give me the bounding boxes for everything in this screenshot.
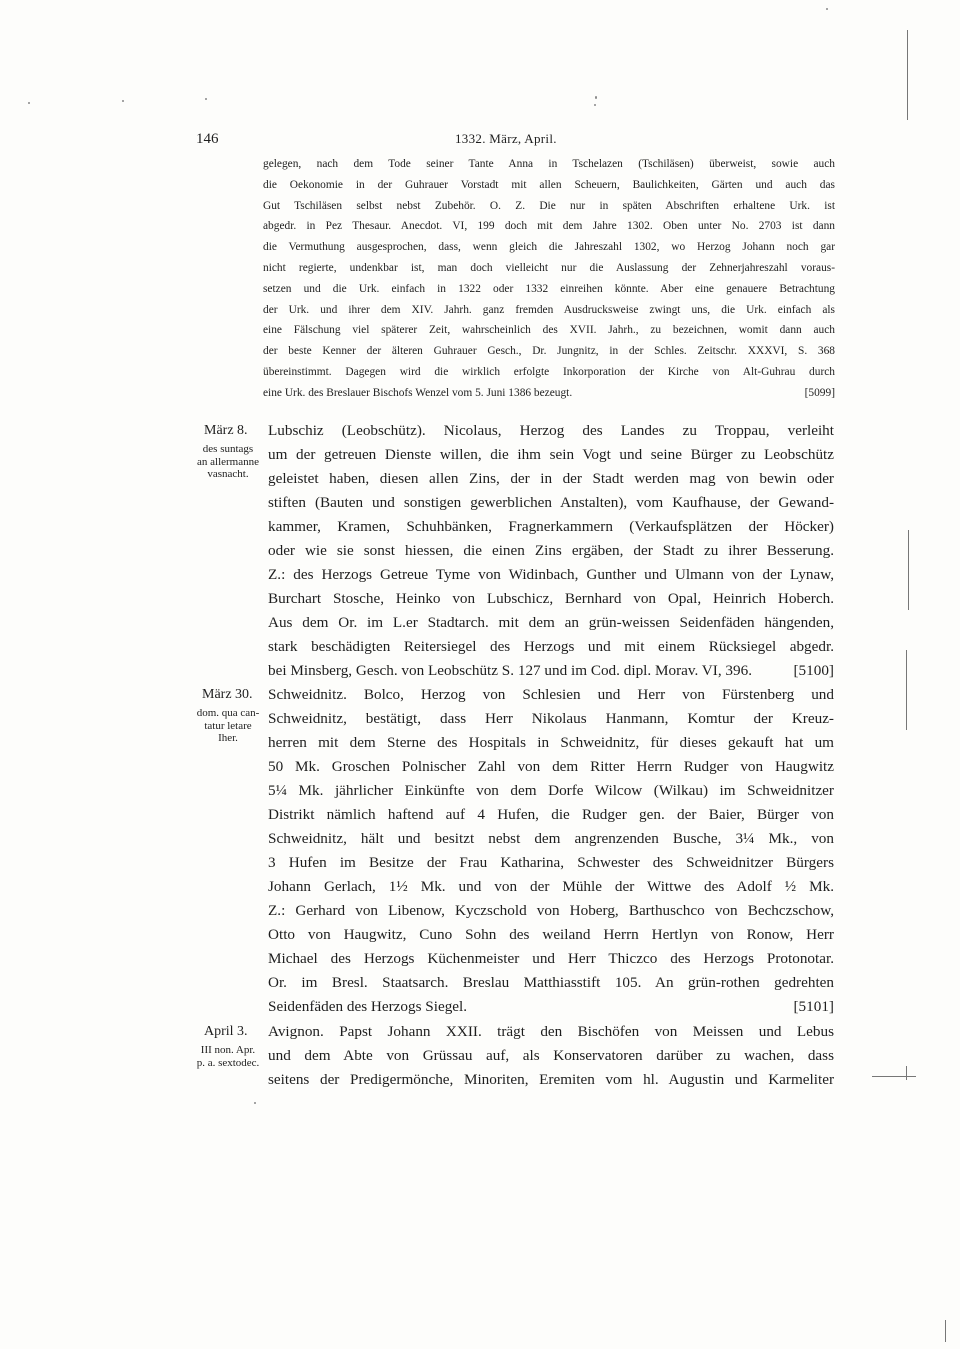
date-note-line: an allermanne (197, 455, 259, 468)
entry-line: Schweidnitz, bestätigt, dass Herr Nikolaus Hanmann, Komtur der Kreuz- (268, 710, 834, 727)
entry-line: Lubschiz (Leobschütz). Nicolaus, Herzog des Landes zu Troppau, verleiht (268, 422, 834, 439)
scan-speck (594, 104, 596, 106)
entry-line: Schweidnitz. Bolco, Herzog von Schlesien und Herr von Fürstenberg und (268, 686, 834, 703)
scan-speck (254, 1102, 256, 1104)
entry-line: Schweidnitz, hält und besitzt nebst dem angrenzenden Busche, 3¼ Mk., von (268, 830, 834, 847)
commentary-line: der beste Kenner der älteren Guhrauer Gesch., Dr. Jungnitz, in der Schles. Zeitschr. XXXVI, S. 368 (263, 345, 835, 358)
entry-date: März 8. (204, 423, 248, 438)
entry-date-note (190, 1044, 266, 1069)
entry-line: Otto von Haugwitz, Cuno Sohn des weiland Herrn Hertlyn von Ronow, Herr (268, 926, 834, 943)
entry-line: Or. im Bresl. Staatsarch. Breslau Matthiasstift 105. An grün-rothen gedrehten (268, 974, 834, 991)
scan-edge-line (906, 1066, 907, 1080)
date-note-line: tatur letare (204, 719, 252, 732)
entry-line: Avignon. Papst Johann XXII. trägt den Bischöfen von Meissen und Lebus (268, 1023, 834, 1040)
commentary-line: gelegen, nach dem Tode seiner Tante Anna in Tschelazen (Tschiläsen) überweist, sowie auch (263, 158, 835, 170)
entry-line: herren mit dem Sterne des Hospitals in Schweidnitz, für dieses gekauft hat um (268, 734, 834, 751)
commentary-last-text: eine Urk. des Breslauer Bischofs Wenzel vom 5. Juni 1386 bezeugt. (263, 386, 573, 399)
scan-edge-line (908, 530, 909, 610)
reference-number: [5100] (793, 662, 834, 679)
commentary-last-line (263, 383, 835, 404)
entry-line: Michael des Herzogs Küchenmeister und Herr Thiczco des Herzogs Protonotar. (268, 950, 834, 967)
date-note-line: vasnacht. (207, 468, 249, 480)
entry-date: April 3. (204, 1024, 248, 1039)
entry-line: Z.: des Herzogs Getreue Tyme von Widinbach, Gunther und Ulmann von der Lynaw, (268, 566, 834, 583)
scan-edge-line (906, 650, 907, 730)
entry-line: Aus dem Or. im L.er Stadtarch. mit dem an grün-weissen Seidenfäden hängenden, (268, 614, 834, 631)
entry-line: stark beschädigten Reitersiegel des Herzogs und mit einem Rücksiegel abgedr. (268, 638, 834, 655)
entry-line: kammer, Kramen, Schuhbänken, Fragnerkammern (Verkaufsplätzen der Höcker) (268, 518, 834, 535)
commentary-line: die Oekonomie in der Guhrauer Vorstadt mit allen Scheuern, Baulichkeiten, Gärten und auch das (263, 178, 835, 191)
entry-line: Burchart Stosche, Heinko von Lubschicz, Bernhard von Opal, Heinrich Hoberch. (268, 590, 834, 607)
entry-last-line (268, 659, 834, 683)
scan-speck (122, 100, 124, 102)
commentary-line: Gut Tschiläsen selbst nebst Zubehör. O. Z. Die nur in späten Abschriften erhaltene Urk. ist (263, 199, 835, 212)
entry-last-text: bei Minsberg, Gesch. von Leobschütz S. 127 und im Cod. dipl. Morav. VI, 396. (268, 662, 752, 679)
reference-number: [5099] (804, 386, 835, 399)
scan-edge-line (945, 1320, 946, 1342)
entry-line: Z.: Gerhard von Libenow, Kyczschold von Hoberg, Barthuschco von Bechczschow, (268, 902, 834, 919)
entry-line: 50 Mk. Groschen Polnischer Zahl von dem Ritter Herrn Rudger von Haugwitz (268, 758, 834, 775)
commentary-line: der Urk. und ihrer dem XIV. Jahrh. ganz fremden Ausdrucksweise zwingt uns, die Urk. einfach als (263, 303, 835, 316)
date-note-line: des suntags (202, 443, 254, 455)
commentary-line: die Vermuthung ausgesprochen, dass, wenn gleich die Jahreszahl 1302, wo Herzog Johann noch gar (263, 241, 835, 254)
date-note-line: dom. qua can- (196, 707, 260, 719)
scan-edge-line (907, 30, 908, 120)
date-note-line: III non. Apr. (200, 1044, 256, 1056)
commentary-line: eine Fälschung viel späterer Zeit, wahrscheinlich des XVII. Jahrh., zu bezeichnen, womit dann auch (263, 324, 835, 337)
entry-line: oder wie sie sonst hiessen, die einen Zins ergäben, der Stadt zu ihrer Besserung. (268, 542, 834, 559)
scan-speck (205, 98, 207, 100)
commentary-line: abgedr. in Pez Thesaur. Anecdot. VI, 199 doch mit dem Jahre 1302. Oben unter No. 2703 ist dann (263, 220, 835, 233)
entry-date-note (190, 443, 266, 481)
entry-line: stiften (Bauten und sonstigen gewerblichen Anstalten), vom Kaufhause, der Gewand- (268, 494, 834, 511)
entry-last-text: Seidenfäden des Herzogs Siegel. (268, 998, 468, 1015)
page-number: 146 (196, 131, 219, 147)
entry-line: seitens der Predigermönche, Minoriten, Eremiten vom hl. Augustin und Karmeliter (268, 1071, 834, 1088)
running-title: 1332. März, April. (455, 131, 557, 146)
commentary-block (263, 154, 835, 404)
scan-speck (595, 96, 597, 99)
date-note-line: p. a. sextodec. (196, 1056, 260, 1069)
commentary-line: setzen und die Urk. einfach in 1322 oder 1332 einreihen könnte. Aber eine genauere Betrachtung (263, 282, 835, 295)
entry-line: Distrikt nämlich haftend auf 4 Hufen, die Rudger gen. der Baier, Bürger von (268, 806, 834, 823)
reference-number: [5101] (793, 998, 834, 1015)
entry-date: März 30. (202, 687, 253, 702)
scan-speck (826, 8, 828, 10)
date-note-line: Iher. (218, 732, 238, 744)
entry-line: und dem Abte von Grüssau auf, als Konservatoren darüber zu wachen, dass (268, 1047, 834, 1064)
scan-edge-line (872, 1076, 916, 1077)
scan-speck (28, 102, 30, 104)
entry-line: geleistet haben, diesen allen Zins, der in der Stadt werden mag von bewin oder (268, 470, 834, 487)
commentary-line: übereinstimmt. Dagegen wird die wirklich erfolgte Inkorporation der Kirche von Alt-Guhrau durch (263, 365, 835, 378)
entry-line: Johann Gerlach, 1½ Mk. und von der Mühle der Wittwe des Adolf ½ Mk. (268, 878, 834, 895)
entry-line: 3 Hufen im Besitze der Frau Katharina, Schwester des Schweidnitzer Bürgers (268, 854, 834, 871)
entry-date-note (190, 707, 266, 745)
commentary-line: nicht regierte, undenkbar ist, man doch vielleicht nur die Auslassung der Zehnerjahreszahl voraus- (263, 261, 835, 274)
entry-line: um der getreuen Dienste willen, die ihm sein Vogt und seine Bürger zu Leobschütz (268, 446, 834, 463)
entry-line: 5¼ Mk. jährlicher Einkünfte von dem Dorfe Wilcow (Wilkau) im Schweidnitzer (268, 782, 834, 799)
entry-last-line (268, 995, 834, 1019)
